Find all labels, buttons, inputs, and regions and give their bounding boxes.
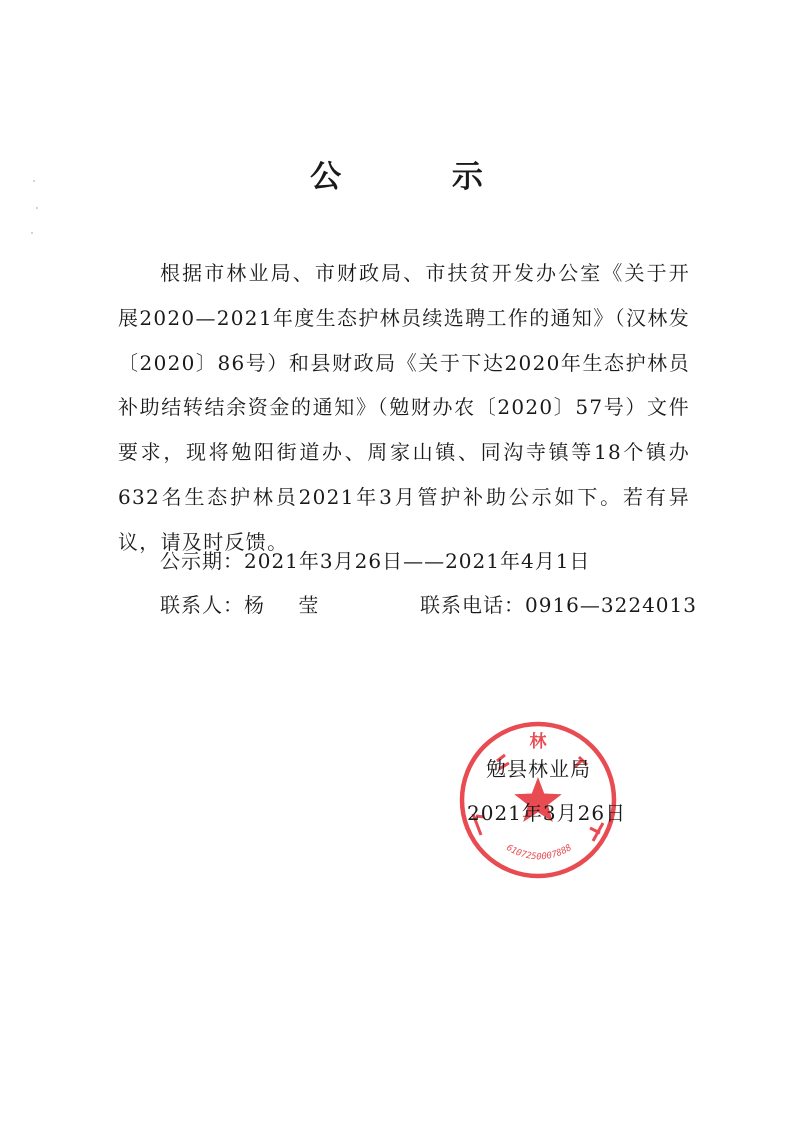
notice-body: 根据市林业局、市财政局、市扶贫开发办公室《关于开展2020—2021年度生态护林员续选聘工作的通知》（汉林发〔2020〕86号）和县财政局《关于下达2020年生态护林员补助结转结余资金的通知》（勉财办农〔2020〕57号）文件要求，现将勉阳街道办、周家山镇、同沟寺镇等18个镇办632名生态护林员2021年3月管护补助公示如下。若有异议，请及时反馈。 (118, 261, 690, 554)
signature-organization: 勉县林业局 (486, 757, 591, 781)
scan-speck (31, 232, 33, 234)
contact-name: 杨 莹 (244, 593, 333, 617)
seal-code: 6107250007888 (504, 843, 574, 863)
notice-period: 公示期：2021年3月26日——2021年4月1日 (160, 549, 591, 573)
contact-phone: 联系电话：0916—3224013 (420, 593, 697, 617)
signature-date: 2021年3月26日 (467, 801, 627, 825)
contact-person (160, 590, 332, 620)
document-title: 公 示 (310, 159, 533, 195)
scan-speck (36, 207, 38, 209)
seal-arc-text: 林 (529, 732, 547, 752)
contact-label: 联系人： (160, 593, 244, 617)
